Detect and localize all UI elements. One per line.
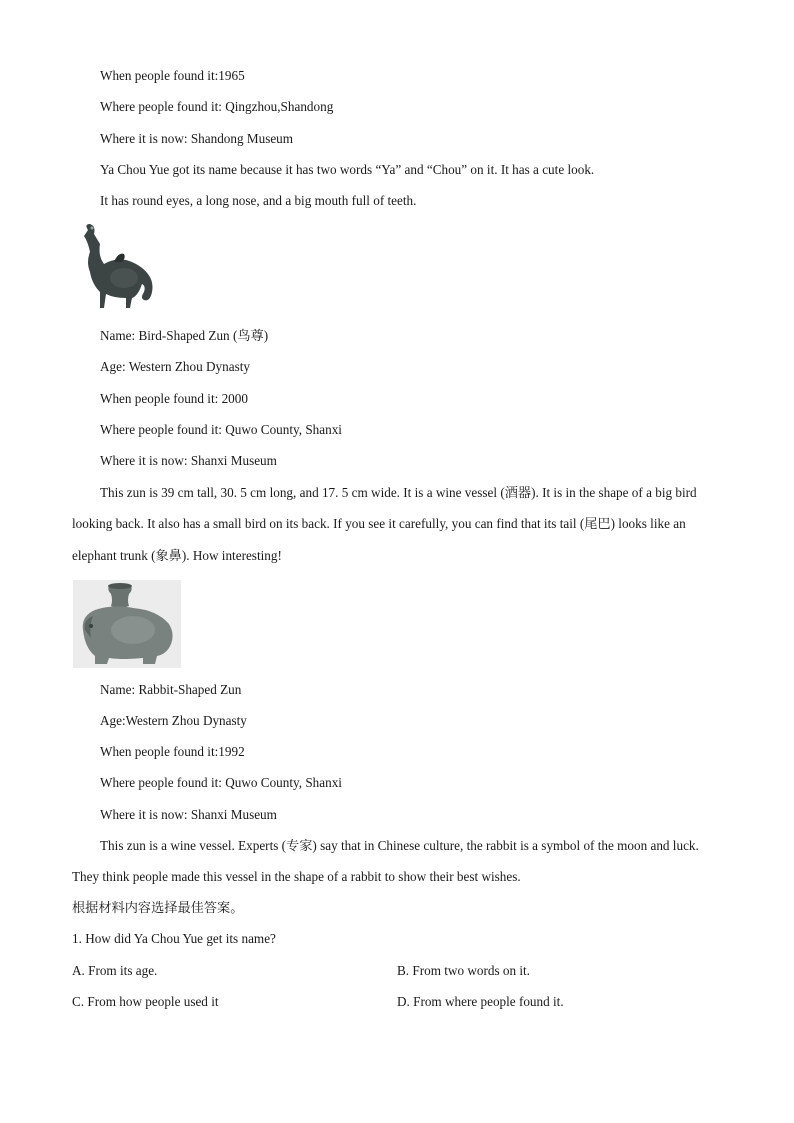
bird-when-found: When people found it: 2000 [100, 391, 248, 406]
section1-where-now: Where it is now: Shandong Museum [100, 131, 294, 146]
bird-where-now: Where it is now: Shanxi Museum [100, 453, 277, 468]
rabbit-name: Name: Rabbit-Shaped Zun [100, 682, 242, 697]
section1-description-line2: It has round eyes, a long nose, and a big mouth full of teeth. [100, 193, 417, 208]
question-1-option-b[interactable]: B. From two words on it. [397, 963, 530, 978]
section1-when-found: When people found it:1965 [100, 68, 245, 83]
rabbit-shaped-zun-image [73, 580, 181, 668]
bird-shaped-zun-image [74, 222, 174, 316]
bird-description: This zun is 39 cm tall, 30. 5 cm long, and 17. 5 cm wide. It is a wine vessel (酒器). It is in the shape of a big bird looking back. It also has a small bird on its back. If you see it carefully, you can find that its tail (尾巴) looks like an elephant trunk (象鼻). How interesting! [72, 485, 697, 563]
section1-where-found: Where people found it: Qingzhou,Shandong [100, 99, 334, 114]
rabbit-where-found: Where people found it: Quwo County, Shanxi [100, 775, 342, 790]
rabbit-description: This zun is a wine vessel. Experts (专家) say that in Chinese culture, the rabbit is a symbol of the moon and luck. They think people made this vessel in the shape of a rabbit to show their best wishes. [72, 838, 699, 885]
question-1-option-c[interactable]: C. From how people used it [72, 994, 219, 1009]
question-1-prompt: 1. How did Ya Chou Yue get its name? [72, 931, 276, 946]
rabbit-when-found: When people found it:1992 [100, 744, 245, 759]
question-1-option-d[interactable]: D. From where people found it. [397, 994, 564, 1009]
question-1-option-a[interactable]: A. From its age. [72, 963, 158, 978]
bird-where-found: Where people found it: Quwo County, Shanxi [100, 422, 342, 437]
bird-name: Name: Bird-Shaped Zun (鸟尊) [100, 328, 269, 343]
rabbit-where-now: Where it is now: Shanxi Museum [100, 807, 277, 822]
section1-description-line1: Ya Chou Yue got its name because it has two words “Ya” and “Chou” on it. It has a cute look. [100, 162, 595, 177]
bird-age: Age: Western Zhou Dynasty [100, 359, 250, 374]
instruction: 根据材料内容选择最佳答案。 [72, 900, 244, 915]
rabbit-age: Age:Western Zhou Dynasty [100, 713, 247, 728]
